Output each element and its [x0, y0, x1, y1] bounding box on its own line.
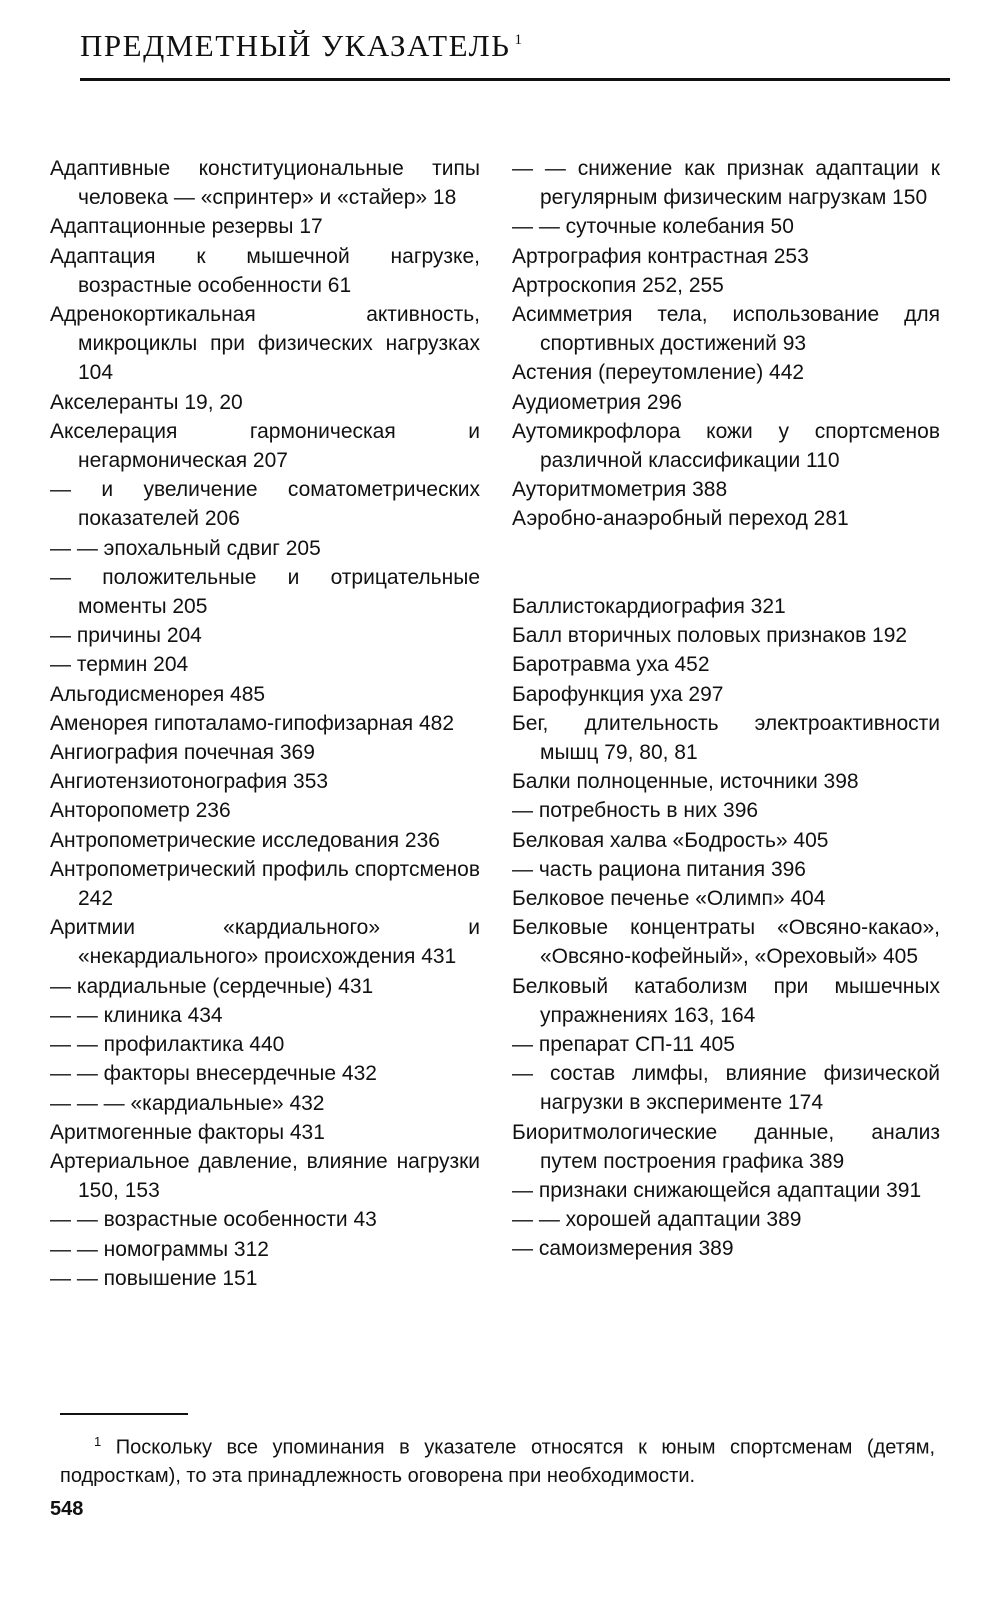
index-entry: — — профилактика 440 — [50, 1033, 285, 1057]
index-entry: — — возрастные особенности 43 — [50, 1208, 377, 1232]
index-entry: Адаптивные конституциональные типы человека — «спринтер» и «стайер» 18 — [50, 157, 480, 210]
index-entry: Баллистокардиография 321 — [512, 595, 786, 619]
index-entry: — причины 204 — [50, 624, 202, 648]
index-entry: Антропометрические исследования 236 — [50, 828, 440, 852]
footnote-divider — [60, 1413, 188, 1415]
index-entry: Аудиометрия 296 — [512, 390, 682, 414]
footnote-mark: 1 — [94, 1434, 102, 1449]
index-entry: Артрография контрастная 253 — [512, 244, 809, 268]
index-entry: Бег, длительность электроактивности мышц 79, 80, 81 — [512, 711, 940, 765]
index-entry: — — суточные колебания 50 — [512, 215, 794, 239]
index-entry: — кардиальные (сердечные) 431 — [50, 974, 374, 998]
index-entry: Антропометрический профиль спортсменов 242 — [50, 857, 480, 911]
index-section-a-continued — [512, 154, 940, 534]
index-entry: Аутомикрофлора кожи у спортсменов различной классификации 110 — [512, 419, 940, 473]
index-entry: Аэробно-анаэробный переход 281 — [512, 507, 849, 531]
index-entry: — — снижение как признак адаптации к регулярным физическим нагрузкам 150 — [512, 157, 940, 210]
index-entry: Артериальное давление, влияние нагрузки 150, 153 — [50, 1149, 480, 1203]
page-title-text: ПРЕДМЕТНЫЙ УКАЗАТЕЛЬ — [80, 28, 511, 63]
footnote — [60, 1428, 935, 1490]
index-column-right — [512, 154, 940, 1264]
index-entry: Альгодисменорея 485 — [50, 682, 266, 706]
index-entry: Акселерация гармоническая и негармоническая 207 — [50, 419, 480, 473]
index-entry: Белковая халва «Бодрость» 405 — [512, 828, 829, 852]
index-entry: Асимметрия тела, использование для спортивных достижений 93 — [512, 303, 940, 356]
index-entry: — — клиника 434 — [50, 1003, 223, 1027]
index-entry: — и увеличение соматометрических показателей 206 — [50, 478, 480, 531]
index-entry: — часть рациона питания 396 — [512, 857, 806, 881]
section-gap — [512, 563, 940, 592]
index-entry: Адренокортикальная активность, микроциклы при физических нагрузках 104 — [50, 303, 480, 385]
index-entry: Аменорея гипоталамо-гипофизарная 482 — [50, 711, 455, 735]
page-title — [80, 28, 523, 64]
index-entry: — термин 204 — [50, 653, 189, 677]
index-entry: Аритмогенные факторы 431 — [50, 1120, 325, 1144]
index-entry: — препарат СП-11 405 — [512, 1033, 735, 1057]
page-number: 548 — [50, 1498, 84, 1520]
index-entry: Белковые концентраты «Овсяно-какао», «Овсяно-кофейный», «Ореховый» 405 — [512, 916, 940, 969]
index-entry: Акселеранты 19, 20 — [50, 390, 243, 414]
index-entry: — — повышение 151 — [50, 1266, 258, 1290]
index-entry: — положительные и отрицательные моменты 205 — [50, 565, 480, 619]
index-entry: — признаки снижающейся адаптации 391 — [512, 1179, 922, 1203]
index-entry: Аритмии «кардиального» и «некардиального» происхождения 431 — [50, 916, 480, 969]
index-entry: Адаптация к мышечной нагрузке, возрастные особенности 61 — [50, 244, 480, 297]
index-entry: — — хорошей адаптации 389 — [512, 1208, 802, 1232]
index-entry: Балки полноценные, источники 398 — [512, 770, 859, 794]
index-entry: Астения (переутомление) 442 — [512, 361, 805, 385]
index-entry: Анторопометр 236 — [50, 799, 231, 823]
footnote-reference: 1 — [514, 32, 524, 48]
index-entry: Адаптационные резервы 17 — [50, 215, 323, 239]
title-divider — [80, 78, 950, 81]
index-entry: — — — «кардиальные» 432 — [50, 1091, 325, 1115]
index-entry: — — номограммы 312 — [50, 1237, 269, 1261]
index-entry: Белковый катаболизм при мышечных упражнениях 163, 164 — [512, 974, 940, 1027]
index-section-b — [512, 592, 940, 1264]
index-entry: Ауторитмометрия 388 — [512, 478, 728, 502]
index-entry: Барофункция уха 297 — [512, 682, 724, 706]
index-entry: — — факторы внесердечные 432 — [50, 1062, 377, 1086]
index-entry: — — эпохальный сдвиг 205 — [50, 536, 321, 560]
index-entry: — самоизмерения 389 — [512, 1237, 734, 1261]
section-gap — [512, 534, 940, 563]
footnote-text: Поскольку все упоминания в указателе относятся к юным спортсменам (детям, подросткам), то эта принадлежность оговорена при необходимости. — [60, 1436, 936, 1487]
index-entry: Белковое печенье «Олимп» 404 — [512, 887, 826, 911]
index-entry: — состав лимфы, влияние физической нагрузки в эксперименте 174 — [512, 1062, 940, 1115]
index-entry: Артроскопия 252, 255 — [512, 273, 724, 297]
index-entry: — потребность в них 396 — [512, 799, 759, 823]
index-entry: Ангиотензиотонография 353 — [50, 770, 329, 794]
index-column-left — [50, 154, 480, 1293]
index-entry: Ангиография почечная 369 — [50, 741, 315, 765]
index-entry: Баротравма уха 452 — [512, 653, 710, 677]
index-entry: Биоритмологические данные, анализ путем построения графика 389 — [512, 1120, 940, 1173]
index-entry: Балл вторичных половых признаков 192 — [512, 624, 908, 648]
